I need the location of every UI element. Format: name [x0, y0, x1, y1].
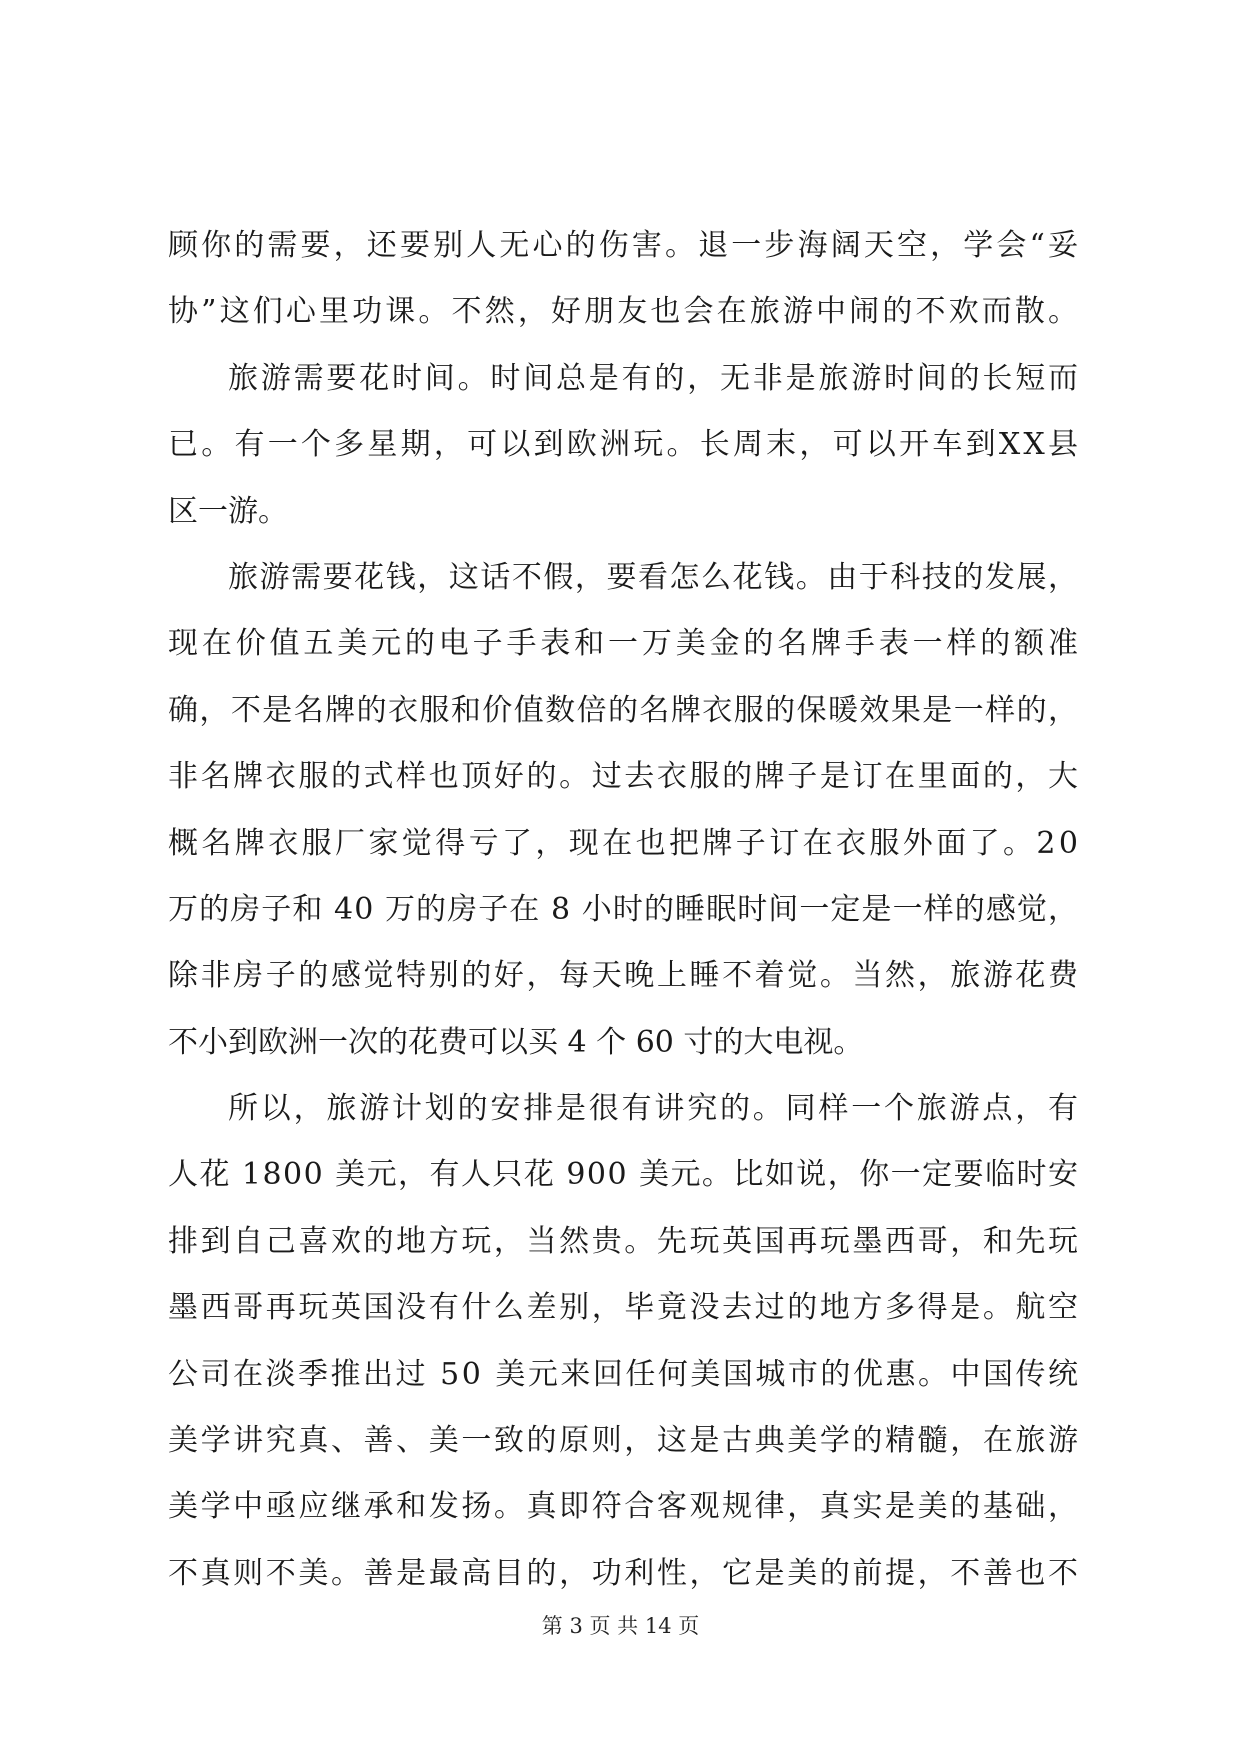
text-line: [168, 558, 1078, 624]
text-line-content: 万的房子和 40 万的房子在 8 小时的睡眠时间一定是一样的感觉，: [168, 891, 1080, 927]
text-line: [168, 1155, 1078, 1221]
text-line: [168, 1554, 1081, 1620]
page-number-footer: 第 3 页 共 14 页: [541, 1614, 700, 1638]
text-line-content: 所以，旅游计划的安排是很有讲究的。同样一个旅游点，有: [228, 1091, 1081, 1127]
text-line: [168, 956, 1081, 1022]
text-line-content: 概名牌衣服厂家觉得亏了，现在也把牌子订在衣服外面了。20: [168, 825, 1082, 861]
text-line-content: 墨西哥再玩英国没有什么差别，毕竟没去过的地方多得是。航空: [168, 1290, 1081, 1326]
text-line: [168, 824, 1082, 890]
body-text: [168, 226, 1082, 1620]
text-line-content: 美学讲究真、善、美一致的原则，这是古典美学的精髓，在旅游: [168, 1423, 1081, 1459]
text-line: [168, 359, 1081, 425]
text-line-content: 旅游需要花钱，这话不假，要看怎么花钱。由于科技的发展，: [228, 559, 1080, 595]
text-line-content: 除非房子的感觉特别的好，每天晚上睡不着觉。当然，旅游花费: [168, 958, 1081, 994]
text-line: [168, 691, 1078, 757]
text-line: [168, 890, 1078, 956]
text-line: [168, 226, 1082, 292]
text-line-content: 不小到欧洲一次的花费可以买 4 个 60 寸的大电视。: [168, 1024, 864, 1060]
text-line-content: 协”这们心里功课。不然，好朋友也会在旅游中闹的不欢而散。: [168, 294, 1082, 330]
text-line: [168, 1023, 1078, 1089]
text-line-content: 区一游。: [168, 493, 288, 529]
text-line-content: 公司在淡季推出过 50 美元来回任何美国城市的优惠。中国传统: [168, 1356, 1081, 1392]
text-line-content: 排到自己喜欢的地方玩，当然贵。先玩英国再玩墨西哥，和先玩: [168, 1223, 1081, 1259]
text-line-content: 顾你的需要，还要别人无心的伤害。退一步海阔天空，学会“妥: [168, 228, 1082, 263]
text-line-content: 人花 1800 美元，有人只花 900 美元。比如说，你一定要临时安: [168, 1157, 1080, 1193]
text-line-content: 确，不是名牌的衣服和价值数倍的名牌衣服的保暖效果是一样的，: [168, 692, 1080, 728]
text-line: [168, 1288, 1081, 1354]
text-line: [168, 1355, 1081, 1421]
text-line: [168, 757, 1081, 823]
text-line-content: 不真则不美。善是最高目的，功利性，它是美的前提，不善也不: [168, 1555, 1081, 1591]
text-line: [168, 425, 1082, 491]
text-line: [168, 624, 1082, 690]
text-line-content: 非名牌衣服的式样也顶好的。过去衣服的牌子是订在里面的，大: [168, 759, 1081, 795]
text-line-content: 旅游需要花时间。时间总是有的，无非是旅游时间的长短而: [228, 360, 1081, 396]
text-line-content: 现在价值五美元的电子手表和一万美金的名牌手表一样的额准: [168, 626, 1082, 662]
text-line: [168, 1222, 1081, 1288]
text-line: [168, 1421, 1081, 1487]
text-line-content: 美学中亟应继承和发扬。真即符合客观规律，真实是美的基础，: [168, 1489, 1081, 1525]
text-line: [168, 1089, 1081, 1155]
text-line: [168, 492, 1078, 558]
text-line: [168, 292, 1082, 358]
text-line-content: 已。有一个多星期，可以到欧洲玩。长周末，可以开车到XX县: [168, 427, 1082, 463]
text-line: [168, 1487, 1081, 1553]
